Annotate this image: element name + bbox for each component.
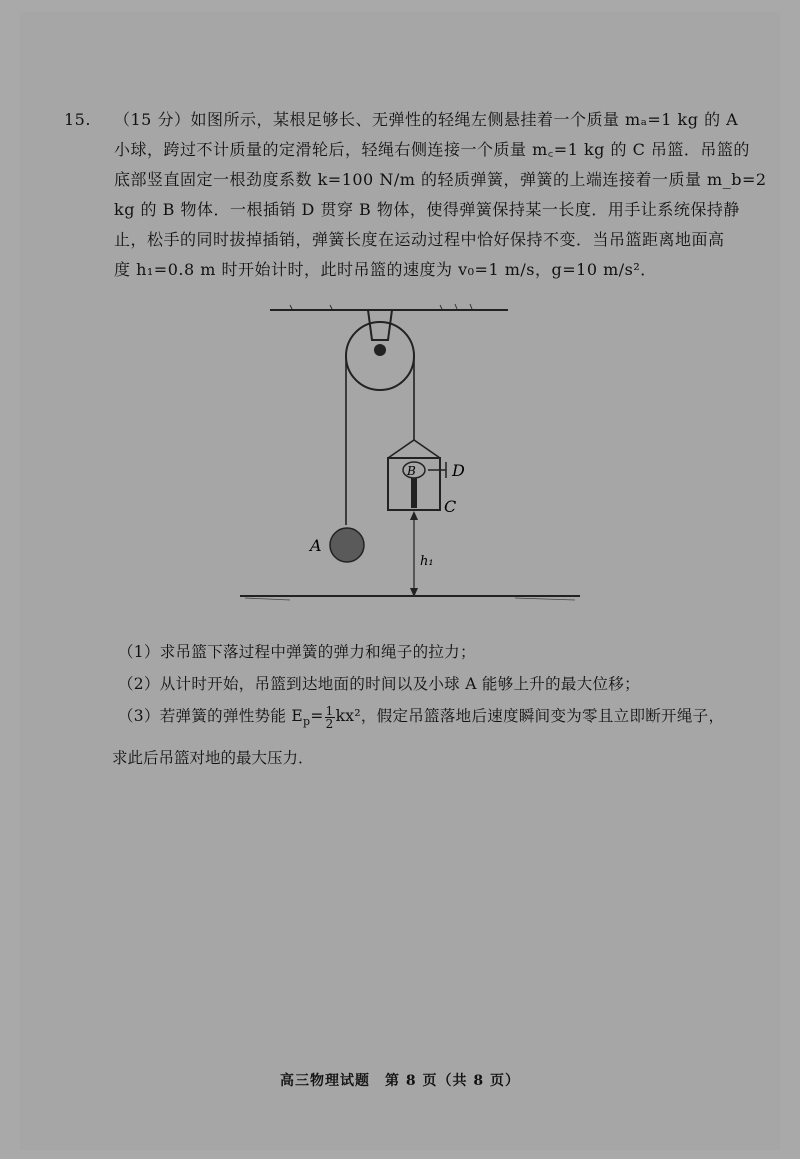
pulley-axle [374,344,386,356]
problem-number: 15. [64,110,91,129]
question-1: （1）求吊篮下落过程中弹簧的弹力和绳子的拉力； [118,643,476,661]
question-2: （2）从计时开始，吊篮到达地面的时间以及小球 A 能够上升的最大位移； [118,675,640,693]
label-A: A [310,536,322,555]
label-C: C [444,497,457,516]
problem-line: 止，松手的同时拔掉插销，弹簧长度在运动过程中恰好保持不变．当吊篮距离地面高 [114,230,725,249]
question-3-continued: 求此后吊篮对地的最大压力． [112,749,314,767]
problem-line: 度 h₁=0.8 m 时开始计时，此时吊篮的速度为 v₀=1 m/s，g=10 m/s²． [114,260,657,279]
basket-hanger [388,440,440,458]
problem-line: kg 的 B 物体．一根插销 D 贯穿 B 物体，使得弹簧保持某一长度．用手让系统保持静 [114,200,740,219]
problem-line: （15 分）如图所示，某根足够长、无弹性的轻绳左侧悬挂着一个质量 mₐ=1 kg 的 A [114,110,739,129]
spring [411,478,417,508]
problem-line: 小球，跨过不计质量的定滑轮后，轻绳右侧连接一个质量 m꜀=1 kg 的 C 吊篮．吊篮的 [114,140,750,159]
label-D: D [452,461,465,480]
ball-A [330,528,364,562]
label-B: B [407,464,416,478]
page-footer: 高三物理试题 第 8 页（共 8 页） [280,1073,520,1089]
pulley-bracket [368,310,392,340]
fraction-half: $\frac{1}{2}$ [325,703,334,731]
problem-line: 底部竖直固定一根劲度系数 k=100 N/m 的轻质弹簧，弹簧的上端连接着一质量 m_b=2 [114,170,767,189]
question-3: （3）若弹簧的弹性势能 $E_p=$ $\frac{1}{2}$ kx²，假定吊篮落地后速度瞬间变为零且立即断开绳子， [118,703,725,731]
label-h1: h₁ [420,554,434,569]
